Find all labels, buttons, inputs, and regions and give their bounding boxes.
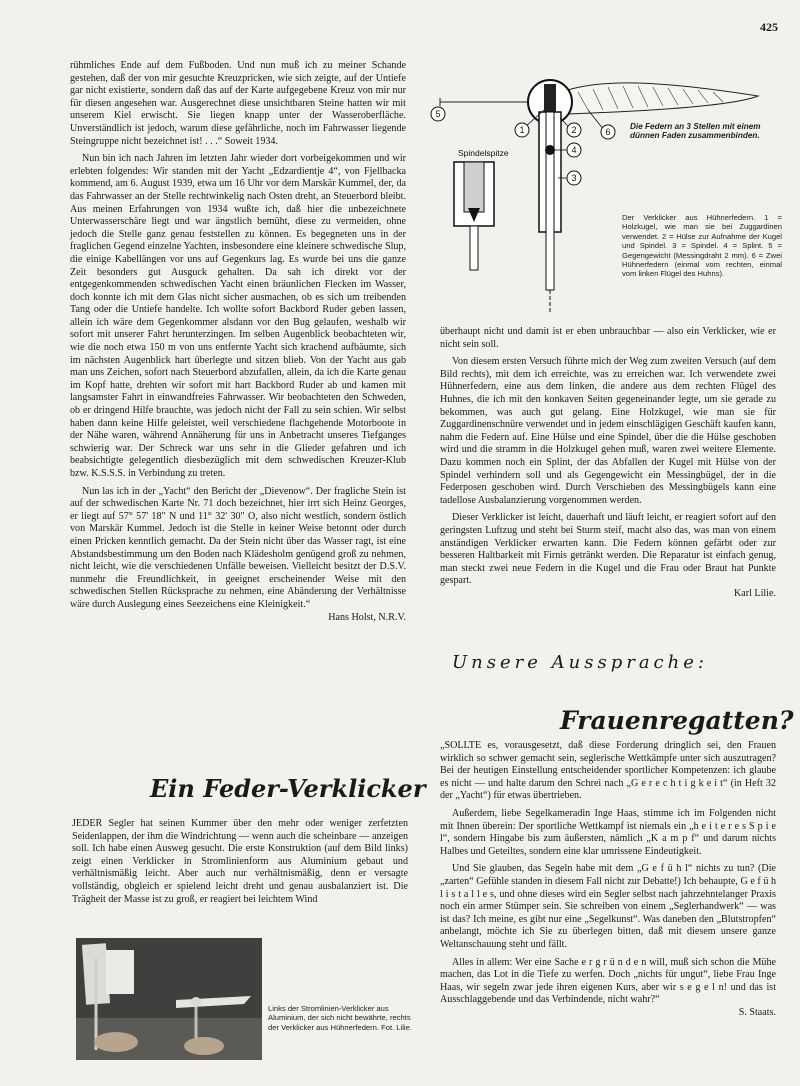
frauen-article-title: Frauenregatten?	[560, 706, 794, 735]
feder-article-intro	[72, 818, 408, 911]
label-1: 1	[519, 125, 525, 135]
paragraph: Nun bin ich nach Jahren im letzten Jahr wieder dort vorbeigekommen und wir erlebten folgendes: Wir standen mit der Yacht „Edzardientje 4“, von Fjellbacka kommend, am 6. August 1939, etwa um 16 Uhr vor dem Marskär Kummel, der, da das Fahrwasser an der Stelle rechtwinkelig nach Osten dreht, an Steuerbord bleibt. Aus meinen Erfahrungen von 1934 wußte ich, daß hier die unbezeichnete Unterwasserschäre liegt und war ängstlich bemüht, diese zu vermeiden, ohne jedoch die Stelle ganz genau feststellen zu können. Es begegneten uns in der fraglichen Gegend einzelne Yachten, insbesondere eine kleinere schwedische Slup, die einige Kabellängen vor uns auf Gegenkurs lag. Es wurde bei uns die ganze Zeit besonders gut Ausguck gehalten. Da sah ich direkt vor der entgegenkommenden schwedischen Yacht einen bräunlichen Flecken im Wasser, doch konnte ich mit dem Glas nicht sicher ausmachen, ob es sich um treibenden Tang oder die Untiefe handelte. Ich wollte sofort Backbord Ruder geben lassen, allein ich wäre dem Gegenkommer alsdann vor den Bug gelaufen, weshalb wir sofort mit unserer Fahrt herunterzingen. Im selben Augenblick beobachteten wir, wie die noch etwa 150 m von uns entfernte Yacht sich krachend aufbäumte, sich im nächsten Augenblick hart überlegte und sitzen blieb. Von der Yacht aus gab man uns Zeichen, sofort nach Steuerbord abzufallen, allein, da ich die Karte genau im Kopf hatte, drehten wir sofort mit hart Backbord Ruder ab und kamen mit langsamster Fahrt in einwandfreies Fahrwasser. Wir beobachteten den Schweden, ob er dringend Hilfe brauchte, was jedoch nicht der Fall zu sein schien. Wir selbst haben dann keine Hilfe geleistet, weil verschiedene flachgehende Motorboote in der Nähe waren, während Annäherung für uns in Anbetracht unseres Tiefganges schwierig war. Der Schreck war uns sehr in die Glieder gefahren und ich beabsichtigte gelegentlich diesbezüglich mit dem schwedischen Kreuzer-Klub bzw. K.S.S.S. in Verbindung zu treten.	[70, 153, 406, 479]
photo-illustration	[76, 938, 262, 1060]
label-3: 3	[571, 173, 577, 183]
label-5: 5	[435, 109, 441, 119]
feder-article-title: Ein Feder-Verklicker	[150, 774, 426, 803]
figure-note: Die Federn an 3 Stellen mit einem dünnen Faden zusammenbinden.	[630, 122, 761, 141]
paragraph: rühmliches Ende auf dem Fußboden. Und nun muß ich zu meiner Schande gestehen, daß der von mir gesuchte Kreuzpricken, wie sich zeigte, auf der Untiefe gar nicht existierte, sondern daß das auf der Karte aufgegebene Kreuz von mir nur für diesen angesehen war. Ausgerechnet diese unsichtbaren Steine hatten wir mit unserem Kiel erwischt. Sie liegen knapp unter der Wasseroberfläche. Unverständlich ist jedoch, warum diese gefährliche, noch im Fahrwasser liegende Steingruppe nicht bezeichnet ist! . . .“ Soweit 1934.	[70, 60, 406, 147]
left-article	[70, 60, 406, 624]
signature: Karl Lilie.	[733, 587, 776, 599]
spindle-tip-label: Spindelspitze	[458, 148, 509, 158]
page-number: 425	[760, 20, 778, 34]
paragraph: Und Sie glauben, das Segeln habe mit dem „G e f ü h l“ nichts zu tun? (Die „zarten“ Gefühle standen in diesem Fall nicht zur Debatte!) Ich behaupte, G e f ü h l i s t a l l e s, und ohne dieses wird ein Segler selbst nach jahrzehntelanger Praxis noch ein armer Stümper sein. Sie schreiben von einem „Seglerhandwerk“ — was ist das? Ich meine, es gibt nur eine „Segelkunst“. Was daneben den „Blutstropfen“ anbelangt, möchte ich Sie zu überlegen bitten, daß mit diesem unsere ganze Weltanschauung steht und fällt.	[440, 863, 776, 950]
paragraph: „SOLLTE es, vorausgesetzt, daß diese Forderung dringlich sei, den Frauen wirklich so schwer gemacht sein, seglerische Wettkämpfe unter sich auszutragen? Bei der heutigen Einstellung entscheidender sportlicher Kompetenzen: ich glaube es nicht — und halte darum den Schrei nach „G e r e c h t i g k e i t“ (in Heft 32 der „Yacht“) für etwas übertrieben.	[440, 740, 776, 802]
photo-caption: Links der Stromlinien-Verklicker aus Aluminium, der sich nicht bewährte, rechts der Verklicker aus Hühnerfedern. Fot. Lilie.	[268, 1004, 412, 1032]
verklicker-diagram	[418, 52, 784, 322]
frauen-article	[440, 740, 776, 1019]
section-kicker: Unsere Aussprache:	[452, 652, 708, 673]
signature: S. Staats.	[738, 1006, 776, 1018]
paragraph: Außerdem, liebe Segelkameradin Inge Haas, stimme ich im Folgenden nicht mit Ihnen überein: Der sportliche Wettkampf ist niemals ein „h e i t e r e s S p i e l“, sondern Hingabe bis zum äußersten, nämlich „K a m p f“ und darum nichts Halbes und Geteiltes, sondern eine klar umrissene Eindeutigkeit.	[440, 807, 776, 857]
label-2: 2	[571, 125, 577, 135]
signature: Hans Holst, N.R.V.	[328, 611, 406, 623]
feder-article-continuation	[440, 326, 776, 600]
label-6: 6	[605, 127, 611, 137]
paragraph: Nun las ich in der „Yacht“ den Bericht der „Dievenow“. Der fragliche Stein ist auf der schwedischen Karte Nr. 71 doch bezeichnet, hier irrt sich Heinz Georges, er liegt auf 57° 57' 18" N und 11° 32' 30" O, also nicht westlich, sondern östlich von Marskär Kummel. Jedoch ist die Stelle in keiner Weise betonnt oder durch einen Pricken kenntlich gemacht. Da der Stein nicht über das Wasser ragt, ist eine Abstandsbestimmung um den Boden nach Klädesholm genügend groß zu nehmen, nicht leicht, wie die verschiedenen Unfälle beweisen. Vielleicht besitzt der D.S.V. nunmehr die Freundlichkeit, in geeignet erscheinender Weise mit den schwedischen Stellen Rücksprache zu nehmen, eine Abänderung der Verhältnisse wäre durch Auslegung eines Seezeichens eine Kleinigkeit.“	[70, 485, 406, 610]
paragraph: Alles in allem: Wer eine Sache e r g r ü n d e n will, muß sich schon die Mühe machen, das Lot in die Tiefe zu werfen. Doch „nichts für ungut“, liebe Frau Inge Haas, wir segeln zwar jede ihren eigenen Kurs, aber wir s e g e l n! und das ist Ausschlaggebende und das Verbindende, nicht wahr?“	[440, 956, 776, 1006]
paragraph: Von diesem ersten Versuch führte mich der Weg zum zweiten Versuch (auf dem Bild rechts), mit dem ich erreichte, was zu erreichen war. Ich verwendete zwei Hühnerfedern, eine aus dem linken, die andere aus dem rechten Flügel des Huhnes, die ich mit den konkaven Seiten gegeneinander legte, um sie gerade zu bekommen, was auch gut gelang. Eine Holzkugel, wie man sie für Zuggardinenschnüre verwendet und in jedem einschlägigen Geschäft kaufen kann, nahm die Federn auf. Eine Hülse und eine Spindel, über die die Hülse geschoben wird und die stramm in die Holzkugel gehen muß, waren zwei weitere Elemente. Dazu kommen noch ein Splint, der das Abfallen der Kugel mit Hülse von der Spindel verhindern soll und als Gegengewicht ein Messingbügel, der in die Federposen geschoben wird. Durch Verschieben des Messingbügels kann eine tadellose Ausbalanzierung vorgenommen werden.	[440, 356, 776, 506]
paragraph: überhaupt nicht und damit ist er eben unbrauchbar — also ein Verklicker, wie er nicht sein soll.	[440, 326, 776, 350]
verklicker-photo	[76, 938, 262, 1060]
label-4: 4	[571, 145, 577, 155]
figure-caption: Der Verklicker aus Hühnerfedern. 1 = Holzkugel, wie man sie bei Zuggardinen verwendet. 2 = Hülse zur Aufnahme der Kugel und Spindel. 3 = Spindel. 4 = Splint. 5 = Gegengewicht (Messingdraht 2 mm). 6 = Zwei Hühnerfedern (einmal vom rechten, einmal vom linken Flügel des Huhns).	[622, 213, 782, 279]
paragraph: JEDER Segler hat seinen Kummer über den mehr oder weniger zerfetzten Seidenlappen, der ihm die Windrichtung — wenn auch die scheinbare — anzeigen soll. Ich habe einen Ausweg gesucht. Die erste Konstruktion (auf dem Bild links) zeigt einen Verklicker in Stromlinienform aus Aluminium gebaut und verhältnismäßig leicht. Aber auch nur verhältnismäßig, denn er versagte vollständig, obgleich er spielend leicht dreht und genau ausbalanziert ist. Die Trägheit der Masse ist zu groß, er reagiert bei leichtem Wind	[72, 818, 408, 905]
paragraph: Dieser Verklicker ist leicht, dauerhaft und läuft leicht, er reagiert sofort auf den geringsten Luftzug und steht bei Sturm steif, macht also das, was man von einem anständigen Verklicker erwarten kann. Die Federn können gefärbt oder zur besseren Haltbarkeit mit Firnis getränkt werden. Die Reparatur ist einfach genug, man steckt zwei neue Federn in die Kugel und die Frau oder Braut hat Punkte gespart.	[440, 512, 776, 587]
